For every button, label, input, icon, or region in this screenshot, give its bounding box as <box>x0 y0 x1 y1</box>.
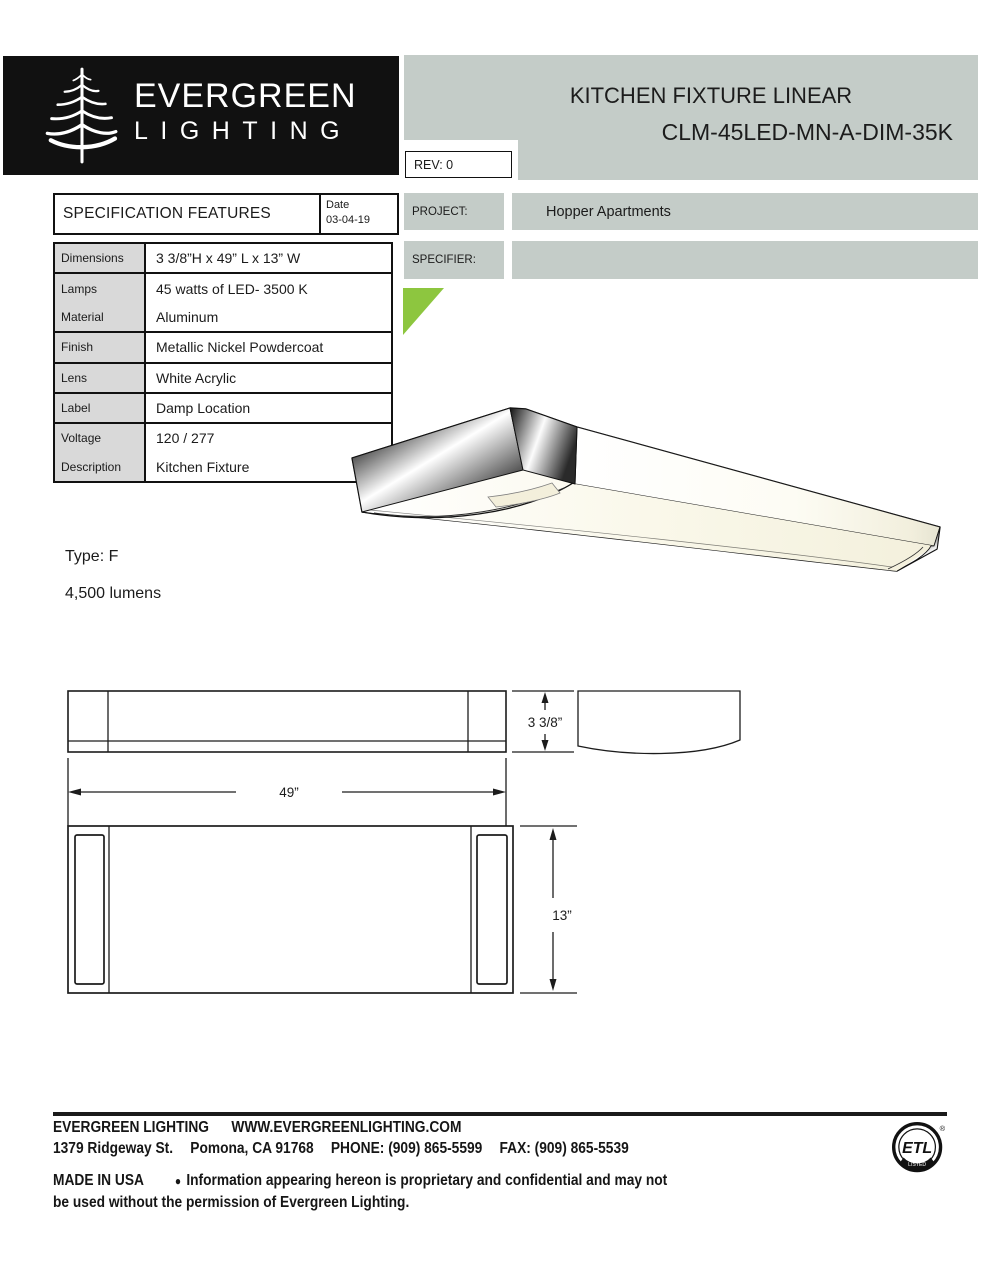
footer-street: 1379 Ridgeway St. <box>53 1140 174 1157</box>
row-label: Voltage <box>55 424 146 452</box>
footer-madein-line <box>53 1172 667 1190</box>
row-label: Finish <box>55 333 146 361</box>
green-corner-accent <box>403 288 444 335</box>
height-dimension: 3 3/8” <box>527 715 563 730</box>
dimension-drawings <box>50 680 780 1000</box>
made-in-usa: MADE IN USA <box>53 1172 144 1189</box>
table-row <box>55 364 391 394</box>
etl-listed-text: LISTED <box>908 1161 927 1168</box>
row-value: Damp Location <box>156 400 251 417</box>
footer-company-line <box>53 1119 461 1137</box>
date-label: Date <box>326 199 350 211</box>
footer-contact-line <box>53 1140 629 1158</box>
length-dimension: 49” <box>279 785 299 800</box>
date-value: 03-04-19 <box>326 214 371 226</box>
rev-field <box>405 151 512 178</box>
etl-mark-text: ETL <box>902 1139 933 1157</box>
type-label: Type: F <box>65 548 119 565</box>
spec-features-title: SPECIFICATION FEATURES <box>63 205 271 222</box>
row-label: Material <box>55 303 146 331</box>
end-view-outline <box>578 691 740 754</box>
project-value-field: Hopper Apartments <box>512 193 978 230</box>
table-row <box>55 274 391 302</box>
lumens-label: 4,500 lumens <box>65 585 162 602</box>
row-value: 120 / 277 <box>156 430 215 447</box>
specifier-label: SPECIFIER: <box>404 241 504 279</box>
rev-text: REV: 0 <box>414 157 454 172</box>
logo-text <box>134 78 357 146</box>
row-label: Description <box>55 453 146 481</box>
row-value: 3 3/8”H x 49” L x 13” W <box>156 250 301 267</box>
footer-company: EVERGREEN LIGHTING <box>53 1119 209 1136</box>
row-value: 45 watts of LED- 3500 K <box>156 280 308 297</box>
row-value: White Acrylic <box>156 369 237 386</box>
row-value: Metallic Nickel Powdercoat <box>156 339 324 356</box>
row-value: Aluminum <box>156 308 219 325</box>
pine-tree-icon <box>39 64 125 168</box>
spec-date-cell <box>319 195 397 233</box>
footer-city: Pomona, CA 91768 <box>190 1140 314 1157</box>
plan-view-outline <box>68 826 513 993</box>
footer-fax: FAX: (909) 865-5539 <box>499 1140 629 1157</box>
fixture-model-number: CLM-45LED-MN-A-DIM-35K <box>661 119 953 145</box>
footer-disclaimer-line <box>53 1194 409 1212</box>
table-row <box>55 333 391 363</box>
width-dimension: 13” <box>552 908 572 923</box>
bullet-icon: ● <box>174 1174 182 1188</box>
logo-name: EVERGREEN <box>134 77 357 115</box>
logo-subtitle: LIGHTING <box>134 117 353 145</box>
disclaimer-line1: Information appearing hereon is proprietary and confidential and may not <box>186 1172 668 1189</box>
side-view-outline <box>68 691 506 752</box>
row-label: Label <box>55 394 146 422</box>
disclaimer-line2: be used without the permission of Evergreen Lighting. <box>53 1194 410 1211</box>
project-label: PROJECT: <box>404 193 504 230</box>
etl-listed-icon <box>889 1118 949 1180</box>
product-render-image <box>340 400 950 590</box>
row-label: Dimensions <box>55 244 146 272</box>
footer-phone: PHONE: (909) 865-5599 <box>330 1140 483 1157</box>
brand-logo <box>3 56 399 175</box>
spec-features-header <box>53 193 399 235</box>
table-row <box>55 244 391 274</box>
specifier-value-field <box>512 241 978 279</box>
table-row <box>55 303 391 333</box>
row-value: Kitchen Fixture <box>156 458 250 475</box>
fixture-title: KITCHEN FIXTURE LINEAR <box>569 83 853 108</box>
row-label: Lens <box>55 364 146 392</box>
footer-website: WWW.EVERGREENLIGHTING.COM <box>231 1119 462 1136</box>
etl-registered-mark: ® <box>939 1124 946 1134</box>
footer-divider <box>53 1112 947 1116</box>
row-label: Lamps <box>55 274 146 302</box>
